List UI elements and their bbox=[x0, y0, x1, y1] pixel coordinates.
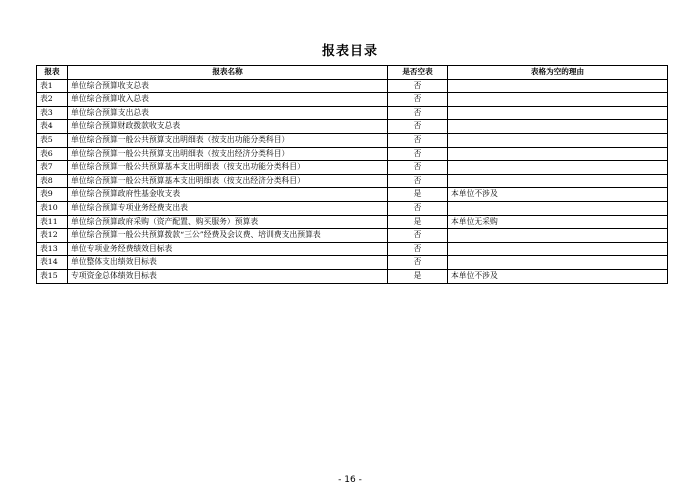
empty-reason: 本单位无采购 bbox=[448, 215, 668, 229]
empty-reason: 本单位不涉及 bbox=[448, 188, 668, 202]
header-report-name: 报表名称 bbox=[68, 66, 388, 80]
report-name: 单位综合预算专项业务经费支出表 bbox=[68, 201, 388, 215]
empty-reason bbox=[448, 174, 668, 188]
header-empty-reason: 表格为空的理由 bbox=[448, 66, 668, 80]
report-no: 表2 bbox=[37, 93, 68, 107]
report-name: 单位综合预算一般公共预算拨款“三公”经费及会议费、培训费支出预算表 bbox=[68, 229, 388, 243]
report-no: 表14 bbox=[37, 256, 68, 270]
is-empty: 否 bbox=[388, 133, 448, 147]
table-row bbox=[37, 133, 668, 147]
table-row bbox=[37, 215, 668, 229]
is-empty: 否 bbox=[388, 79, 448, 93]
report-name: 单位综合预算收支总表 bbox=[68, 79, 388, 93]
report-name: 单位综合预算政府采购（资产配置、购买服务）预算表 bbox=[68, 215, 388, 229]
empty-reason bbox=[448, 201, 668, 215]
table-row bbox=[37, 106, 668, 120]
is-empty: 否 bbox=[388, 242, 448, 256]
report-no: 表9 bbox=[37, 188, 68, 202]
report-name: 专项资金总体绩效目标表 bbox=[68, 269, 388, 283]
report-no: 表12 bbox=[37, 229, 68, 243]
report-no: 表1 bbox=[37, 79, 68, 93]
table-row bbox=[37, 188, 668, 202]
table-row bbox=[37, 161, 668, 175]
report-no: 表10 bbox=[37, 201, 68, 215]
table-row bbox=[37, 93, 668, 107]
report-catalog-table bbox=[36, 65, 668, 284]
table-header-row bbox=[37, 66, 668, 80]
report-no: 表8 bbox=[37, 174, 68, 188]
report-no: 表3 bbox=[37, 106, 68, 120]
table-row bbox=[37, 201, 668, 215]
report-name: 单位整体支出绩效目标表 bbox=[68, 256, 388, 270]
report-no: 表5 bbox=[37, 133, 68, 147]
report-name: 单位综合预算一般公共预算支出明细表（按支出经济分类科目） bbox=[68, 147, 388, 161]
table-row bbox=[37, 147, 668, 161]
is-empty: 否 bbox=[388, 93, 448, 107]
report-no: 表6 bbox=[37, 147, 68, 161]
report-name: 单位综合预算支出总表 bbox=[68, 106, 388, 120]
is-empty: 否 bbox=[388, 256, 448, 270]
empty-reason bbox=[448, 242, 668, 256]
empty-reason bbox=[448, 256, 668, 270]
report-no: 表15 bbox=[37, 269, 68, 283]
empty-reason bbox=[448, 147, 668, 161]
empty-reason bbox=[448, 79, 668, 93]
empty-reason bbox=[448, 120, 668, 134]
empty-reason: 本单位不涉及 bbox=[448, 269, 668, 283]
report-name: 单位综合预算政府性基金收支表 bbox=[68, 188, 388, 202]
is-empty: 否 bbox=[388, 229, 448, 243]
report-no: 表4 bbox=[37, 120, 68, 134]
is-empty: 否 bbox=[388, 201, 448, 215]
is-empty: 是 bbox=[388, 215, 448, 229]
report-name: 单位综合预算一般公共预算基本支出明细表（按支出经济分类科目） bbox=[68, 174, 388, 188]
empty-reason bbox=[448, 229, 668, 243]
empty-reason bbox=[448, 133, 668, 147]
report-name: 单位综合预算收入总表 bbox=[68, 93, 388, 107]
is-empty: 否 bbox=[388, 147, 448, 161]
empty-reason bbox=[448, 161, 668, 175]
table-row bbox=[37, 256, 668, 270]
is-empty: 否 bbox=[388, 161, 448, 175]
page-title: 报表目录 bbox=[321, 44, 378, 59]
report-name: 单位专项业务经费绩效目标表 bbox=[68, 242, 388, 256]
table-row bbox=[37, 79, 668, 93]
table-row bbox=[37, 120, 668, 134]
is-empty: 否 bbox=[388, 106, 448, 120]
table-row bbox=[37, 229, 668, 243]
header-report-no: 报表 bbox=[37, 66, 68, 80]
page-number: - 16 - bbox=[338, 475, 362, 485]
report-no: 表13 bbox=[37, 242, 68, 256]
table-row bbox=[37, 174, 668, 188]
table-row bbox=[37, 242, 668, 256]
empty-reason bbox=[448, 93, 668, 107]
is-empty: 是 bbox=[388, 269, 448, 283]
table-row bbox=[37, 269, 668, 283]
report-no: 表7 bbox=[37, 161, 68, 175]
empty-reason bbox=[448, 106, 668, 120]
is-empty: 否 bbox=[388, 174, 448, 188]
report-name: 单位综合预算财政拨款收支总表 bbox=[68, 120, 388, 134]
is-empty: 否 bbox=[388, 120, 448, 134]
is-empty: 是 bbox=[388, 188, 448, 202]
header-is-empty: 是否空表 bbox=[388, 66, 448, 80]
report-name: 单位综合预算一般公共预算基本支出明细表（按支出功能分类科目） bbox=[68, 161, 388, 175]
report-no: 表11 bbox=[37, 215, 68, 229]
report-name: 单位综合预算一般公共预算支出明细表（按支出功能分类科目） bbox=[68, 133, 388, 147]
